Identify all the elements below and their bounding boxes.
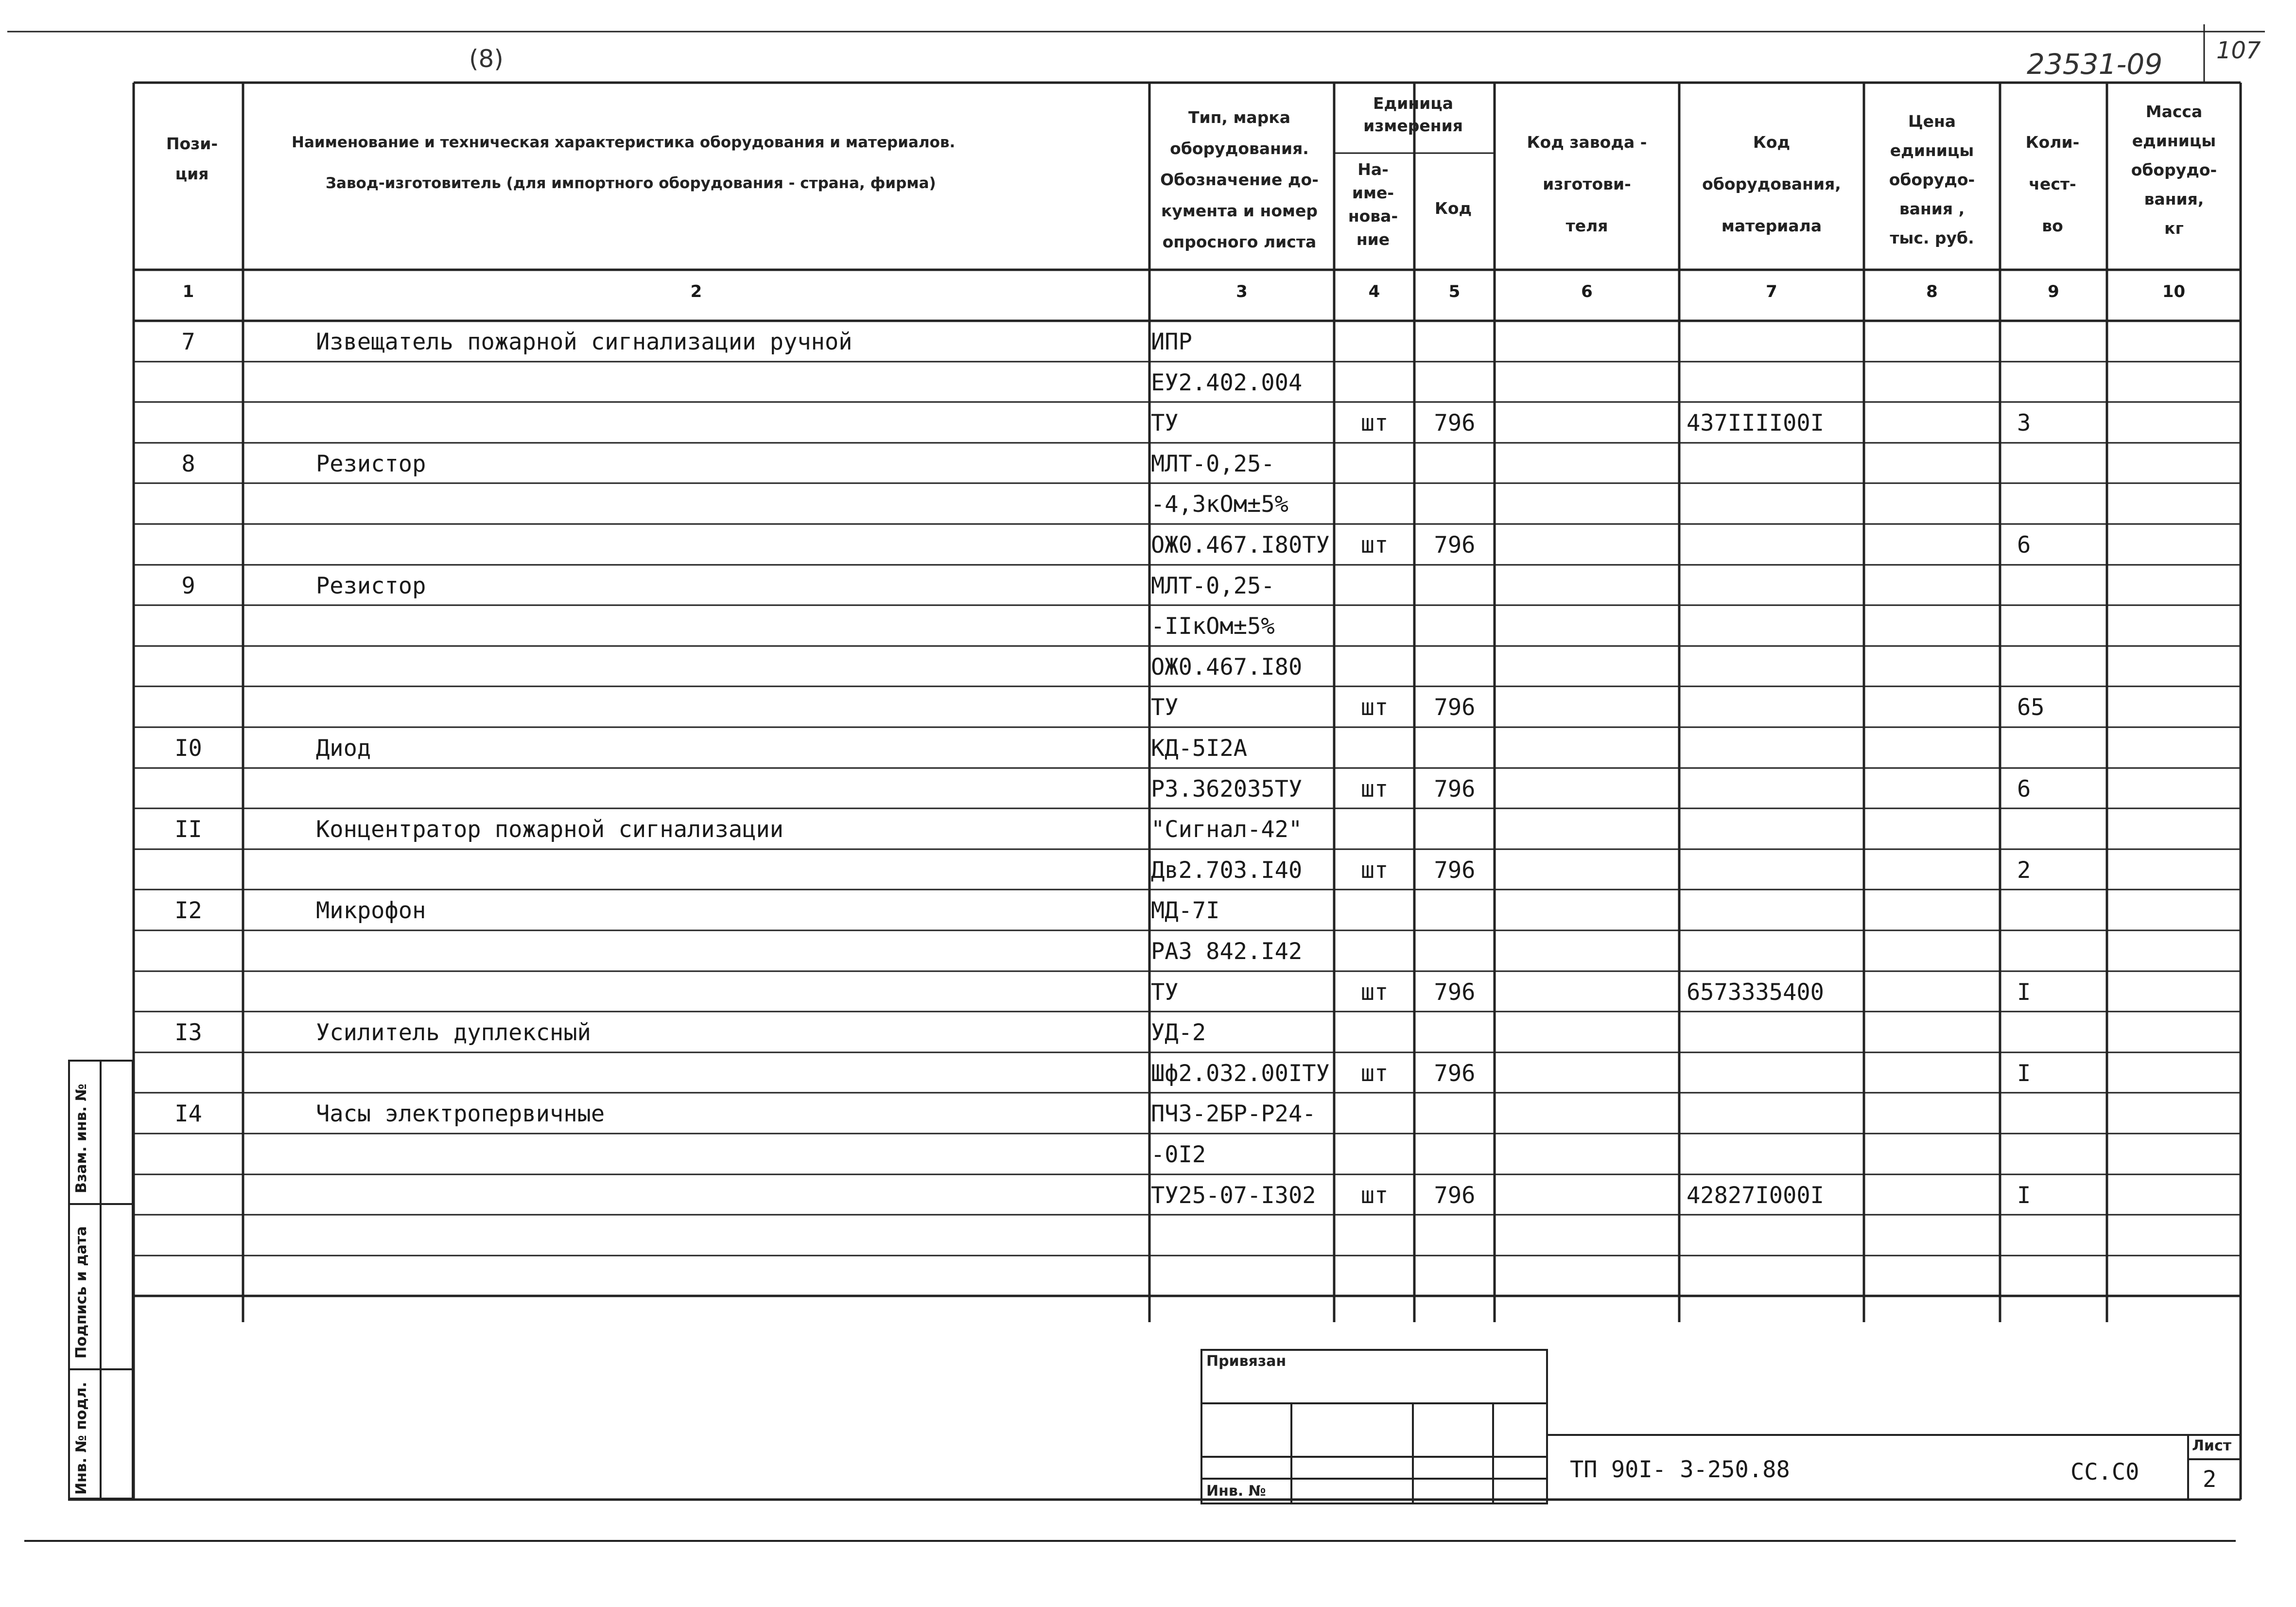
header-unit-name: На- име- нова- ние [1348,160,1398,249]
quantity-cell: 2 [2017,857,2031,884]
name-cell: Микрофон [316,897,426,924]
unit-cell: шт [1360,694,1389,721]
position-cell: 8 [181,451,195,477]
stamp-line [1290,1402,1292,1504]
name-cell: Резистор [316,573,426,599]
stamp-line [1492,1402,1494,1504]
header-equipment-code: Код оборудования, материала [1702,133,1841,235]
position-cell: 9 [181,573,195,599]
colnum: 7 [1766,282,1777,301]
position-cell: 7 [181,329,195,355]
unit-code-cell: 796 [1434,1182,1476,1209]
header-factory-code: Код завода - изготови- теля [1527,133,1647,235]
type-cell: ТУ [1151,694,1179,721]
stamp-line [1200,1402,1548,1404]
quantity-cell: I [2017,1060,2031,1087]
header-type: Тип, марка оборудования. Обозначение до- кумента и номер опросного листа [1160,108,1319,251]
unit-cell: шт [1360,1060,1389,1087]
header-unit-code: Код [1434,199,1472,218]
colnum: 6 [1581,282,1593,301]
position-cell: I4 [174,1100,202,1127]
header-position: Пози- ция [166,134,218,183]
colnum: 5 [1448,282,1461,301]
type-cell: -0I2 [1151,1141,1206,1168]
type-cell: КД-5I2А [1151,735,1248,762]
position-cell: I0 [174,735,202,762]
unit-cell: шт [1360,857,1389,884]
type-cell: ОЖ0.467.I80 [1151,654,1303,681]
type-cell: -4,3кОм±5% [1151,491,1288,518]
sheet-box-line [2187,1458,2241,1460]
quantity-cell: 6 [2017,776,2031,803]
unit-code-cell: 796 [1434,1060,1476,1087]
colnum: 4 [1368,282,1380,301]
type-cell: РЗ.362035ТУ [1151,776,1303,803]
unit-cell: шт [1360,776,1389,803]
page-corner-label: (8) [469,45,504,73]
quantity-cell: I [2017,1182,2031,1209]
type-cell: ЕУ2.402.004 [1151,369,1303,396]
unit-code-cell: 796 [1434,410,1476,437]
stamp-line [1200,1456,1548,1458]
equipment-code-cell: 437IIII00I [1687,410,1824,437]
type-cell: ТУ [1151,979,1179,1006]
sheet-number: 2 [2203,1466,2217,1493]
type-cell: РАЗ 842.I42 [1151,938,1303,965]
colnum: 3 [1236,282,1248,301]
sheet-handwritten-number: 107 [2216,37,2261,64]
type-cell: МЛТ-0,25- [1151,573,1275,599]
stamp-line [1200,1478,1548,1480]
equipment-code-cell: 6573335400 [1687,979,1824,1006]
colnum: 10 [2162,282,2186,301]
name-cell: Усилитель дуплексный [316,1019,591,1046]
name-cell: Концентратор пожарной сигнализации [316,816,784,843]
colnum: 8 [1926,282,1938,301]
attached-label: Привязан [1206,1353,1287,1370]
position-cell: I3 [174,1019,202,1046]
document-stamp-number: 23531-09 [2027,48,2163,81]
header-unit-group: Единица измерения [1363,94,1463,135]
name-cell: Диод [316,735,371,762]
header-name: Наименование и техническая характеристика оборудования и материалов. Завод-изготовитель (для импортного оборудования - страна, фирма) [292,134,956,192]
type-cell: ПЧЗ-2БР-Р24- [1151,1100,1316,1127]
name-cell: Часы электропервичные [316,1100,605,1127]
type-cell: МЛТ-0,25- [1151,451,1275,477]
type-cell: "Сигнал-42" [1151,816,1303,843]
inventory-label: Инв. № [1206,1483,1266,1500]
attached-box [1200,1349,1548,1504]
unit-cell: шт [1360,410,1389,437]
type-cell: -IIкОм±5% [1151,613,1275,640]
header-mass: Масса единицы оборудо- вания, кг [2131,102,2217,238]
unit-code-cell: 796 [1434,532,1476,559]
equipment-code-cell: 42827I000I [1687,1182,1824,1209]
side-stamp-replaced-inv: Взам. инв. № [73,1083,90,1193]
unit-code-cell: 796 [1434,776,1476,803]
unit-cell: шт [1360,1182,1389,1209]
quantity-cell: I [2017,979,2031,1006]
name-cell: Извещатель пожарной сигнализации ручной [316,329,852,355]
type-cell: ТУ25-07-I302 [1151,1182,1316,1209]
colnum: 2 [690,282,702,301]
unit-code-cell: 796 [1434,857,1476,884]
unit-code-cell: 796 [1434,694,1476,721]
position-cell: I2 [174,897,202,924]
quantity-cell: 6 [2017,532,2031,559]
type-cell: Шф2.032.00IТУ [1151,1060,1330,1087]
section-code: СС.С0 [2070,1459,2139,1485]
sheet-label: Лист [2192,1437,2232,1454]
side-stamp-original-inv: Инв. № подл. [73,1381,90,1495]
side-stamp-inner-line [100,1060,102,1500]
quantity-cell: 65 [2017,694,2045,721]
colnum: 9 [2048,282,2059,301]
unit-code-cell: 796 [1434,979,1476,1006]
type-cell: УД-2 [1151,1019,1206,1046]
position-cell: II [174,816,202,843]
quantity-cell: 3 [2017,410,2031,437]
header-quantity: Коли- чест- во [2025,133,2080,235]
unit-cell: шт [1360,979,1389,1006]
side-stamp-signature-date: Подпись и дата [73,1226,90,1359]
type-cell: ОЖ0.467.I80ТУ [1151,532,1330,559]
type-cell: ИПР [1151,329,1192,355]
document-code: ТП 90I- 3-250.88 [1570,1456,1790,1483]
unit-cell: шт [1360,532,1389,559]
code-line [1548,1434,2241,1436]
colnum: 1 [182,282,194,301]
type-cell: МД-7I [1151,897,1220,924]
type-cell: Дв2.703.I40 [1151,857,1303,884]
name-cell: Резистор [316,451,426,477]
type-cell: ТУ [1151,410,1179,437]
stamp-line [1412,1402,1414,1504]
header-price: Цена единицы оборудо- вания , тыс. руб. [1889,112,1975,247]
